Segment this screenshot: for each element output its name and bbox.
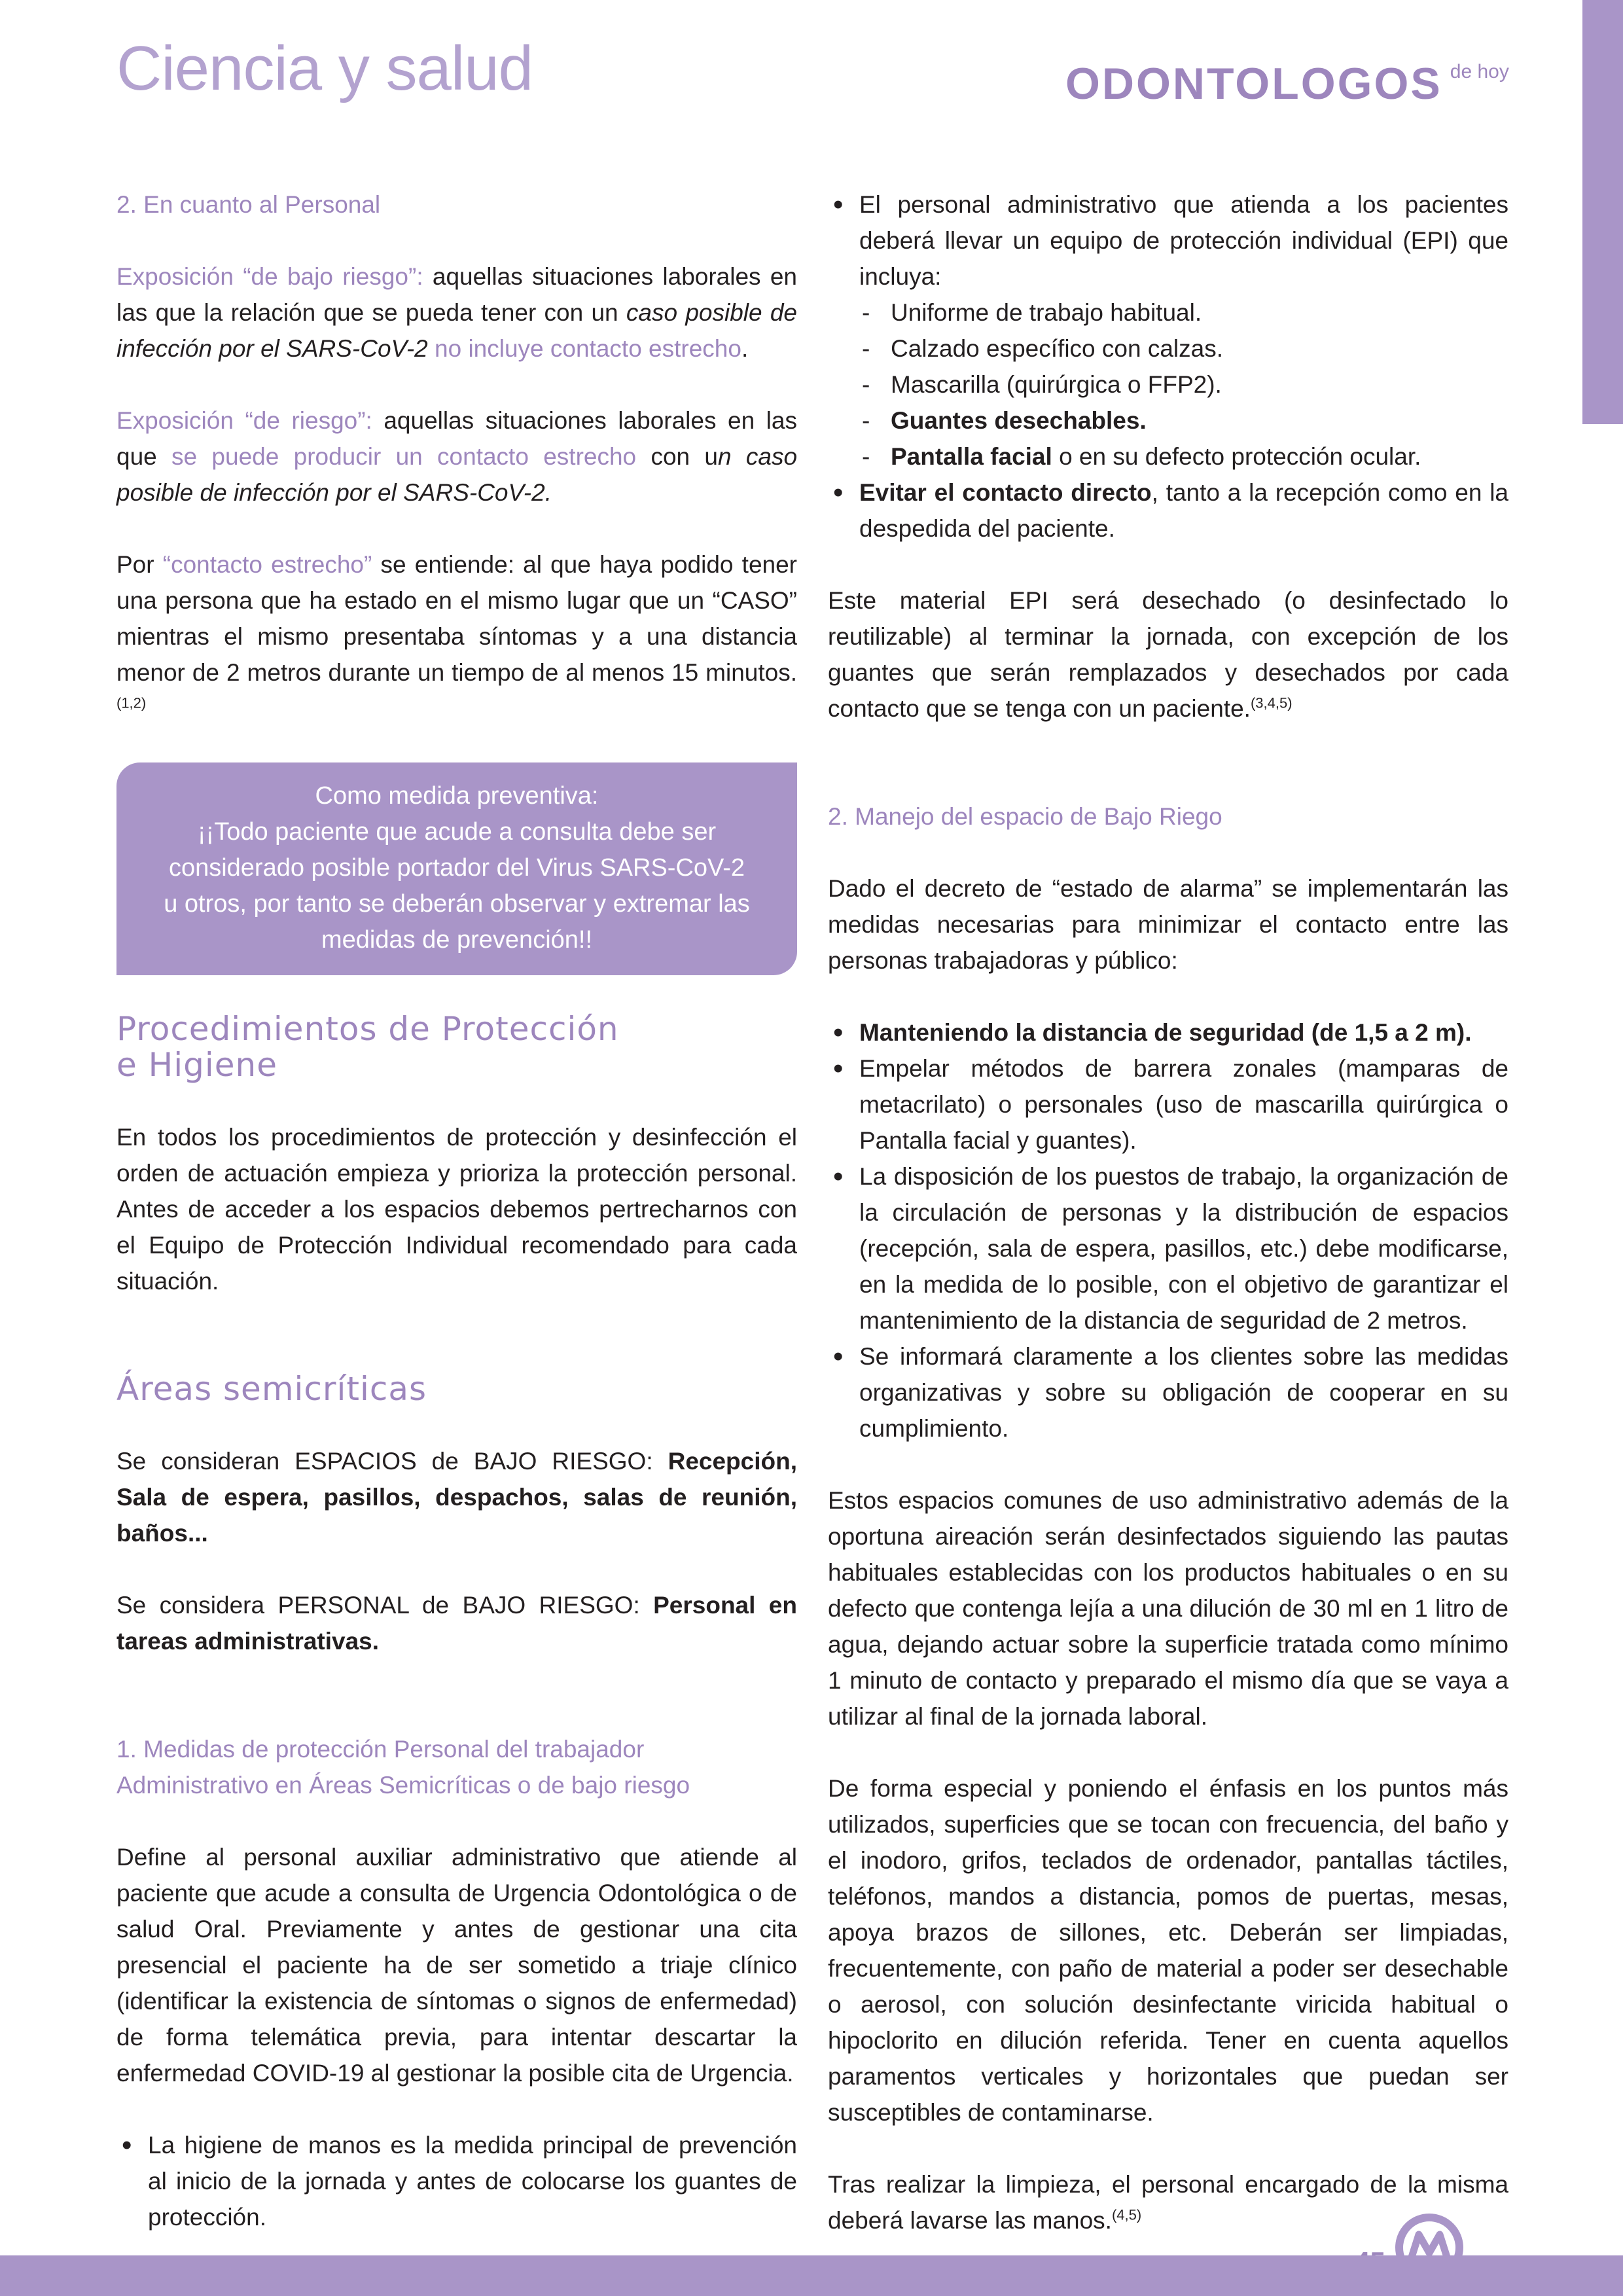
side-tab-decoration bbox=[1582, 0, 1623, 424]
list-item: - Uniforme de trabajo habitual. bbox=[859, 295, 1508, 331]
heading-manejo: 2. Manejo del espacio de Bajo Riego bbox=[828, 803, 1222, 830]
right-column bbox=[828, 187, 1508, 2274]
masthead-subtitle: de hoy bbox=[1450, 61, 1509, 82]
paragraph-material-epi: Este material EPI será desechado (o desinfectado lo reutilizable) al terminar la jornada, con excepción de los guantes que serán remplazados y desechados por cada contacto que se tenga con un paciente.$^{(3,4,5)}$ bbox=[828, 587, 1508, 722]
paragraph-contacto-estrecho: Por “contacto estrecho” se entiende: al que haya podido tener una persona que ha estado en el mismo lugar que un “CASO” mientras el mismo presentaba síntomas y a una distancia menor de 2 metros durante un tiempo de al menos 15 minutos.$^{(1,2)}$ bbox=[116, 551, 797, 711]
section-title: Ciencia y salud bbox=[116, 33, 533, 103]
paragraph-tras-limpieza: Tras realizar la limpieza, el personal encargado de la misma deberá lavarse las manos.$^{(4,5)}$ bbox=[828, 2171, 1508, 2234]
heading-personal: 2. En cuanto al Personal bbox=[116, 191, 381, 218]
list-item: • La disposición de los puestos de trabajo, la organización de la circulación de personas y la distribución de espacios (recepción, sala de espera, pasillos, etc.) debe modificarse, en la medida de lo posible, con el objetivo de garantizar el mantenimiento de la distancia de seguridad de 2 metros. bbox=[828, 1158, 1508, 1338]
citation-ref: (1,2) bbox=[116, 694, 147, 711]
term-bajo-riesgo: Exposición “de bajo riesgo”: bbox=[116, 263, 423, 290]
list-item: • Manteniendo la distancia de seguridad (de 1,5 a 2 m). bbox=[828, 1014, 1508, 1050]
paragraph-decreto: Dado el decreto de “estado de alarma” se implementarán las medidas necesarias para minimizar el contacto entre las personas trabajadoras y público: bbox=[828, 875, 1508, 974]
paragraph-forma-especial: De forma especial y poniendo el énfasis en los puntos más utilizados, superficies que se tocan con frecuencia, del baño y el inodoro, grifos, teclados de ordenador, pantallas táctiles, teléfonos, mandos a distancia, pomos de puertas, mesas, apoya brazos de sillones, etc. Deberán ser limpiadas, frecuentemente, con paño de material a poder ser desechable o aerosol, con solución desinfectante viricida habitual o hipoclorito en dilución referida. Tener en cuenta aquellos paramentos verticales y horizontales que puedan ser susceptibles de contaminarse. bbox=[828, 1775, 1508, 2126]
paragraph-define: Define al personal auxiliar administrativo que atiende al paciente que acude a consulta de Urgencia Odontológica o de salud Oral. Previamente y antes de gestionar una cita presencial el paciente ha de ser sometido a triaje clínico (identificar la existencia de síntomas o signos de enfermedad) de forma telemática previa, para intentar descartar la enfermedad COVID-19 al gestionar la posible cita de Urgencia. bbox=[116, 1844, 797, 2087]
bullet-list-epi bbox=[828, 187, 1508, 547]
paragraph-espacios-comunes: Estos espacios comunes de uso administrativo además de la oportuna aireación serán desinfectados siguiendo las pautas habituales establecidas con los productos habituales o en su defecto que contenga lejía a una dilución de 30 ml en 1 litro de agua, dejando actuar sobre la superficie tratada como mínimo 1 minuto de contacto y preparado el mismo día que se vaya a utilizar al final de la jornada laboral. bbox=[828, 1487, 1508, 1730]
paragraph-procedimientos: En todos los procedimientos de protección y desinfección el orden de actuación empieza y prioriza la protección personal. Antes de acceder a los espacios debemos pertrecharnos con el Equipo de Protección Individual recomendado para cada situación. bbox=[116, 1124, 797, 1295]
paragraph-bajo-riesgo: Exposición “de bajo riesgo”: aquellas situaciones laborales en las que la relación que se pueda tener con un caso posible de infección por el SARS-CoV-2 no incluye contacto estrecho. bbox=[116, 263, 797, 362]
citation-ref: (4,5) bbox=[1111, 2206, 1142, 2223]
heading-medidas: 1. Medidas de protección Personal del trabajador Administrativo en Áreas Semicríticas o de bajo riesgo bbox=[116, 1736, 690, 1799]
bullet-list-higiene bbox=[116, 2127, 797, 2235]
masthead-wordmark: ODONTOLOGOS bbox=[1065, 59, 1442, 109]
list-item: • Evitar el contacto directo, tanto a la recepción como en la despedida del paciente. bbox=[828, 475, 1508, 547]
list-item: - Mascarilla (quirúrgica o FFP2). bbox=[859, 367, 1508, 403]
term-contacto-estrecho: “contacto estrecho” bbox=[162, 551, 372, 578]
list-item: - Calzado específico con calzas. bbox=[859, 331, 1508, 367]
footer-bar bbox=[0, 2255, 1623, 2296]
list-item: • La higiene de manos es la medida principal de prevención al inicio de la jornada y antes de colocarse los guantes de protección. bbox=[116, 2127, 797, 2235]
left-column bbox=[116, 187, 797, 2271]
masthead-logo bbox=[1065, 58, 1509, 117]
bullet-list-medidas bbox=[828, 1014, 1508, 1446]
citation-ref: (3,4,5) bbox=[1250, 694, 1293, 711]
paragraph-espacios: Se consideran ESPACIOS de BAJO RIESGO: Recepción, Sala de espera, pasillos, despachos, salas de reunión, baños... bbox=[116, 1448, 797, 1547]
list-item: • El personal administrativo que atienda a los pacientes deberá llevar un equipo de protección individual (EPI) que incluya: - Uniforme de trabajo habitual. - Calzado específico con calzas. - Mascarilla (quirúrgica o FFP2). - Guantes desechables. - Pantalla facial o en su defecto protección ocular. bbox=[828, 187, 1508, 475]
list-item: • Se informará claramente a los clientes sobre las medidas organizativas y sobre su obligación de cooperar en su cumplimiento. bbox=[828, 1338, 1508, 1446]
list-item: - Guantes desechables. bbox=[859, 403, 1508, 439]
list-item: • Empelar métodos de barrera zonales (mamparas de metacrilato) o personales (uso de mascarilla quirúrgica o Pantalla facial y guantes). bbox=[828, 1050, 1508, 1158]
list-item: - Pantalla facial o en su defecto protección ocular. bbox=[859, 439, 1508, 475]
callout-box: Como medida preventiva: ¡¡Todo paciente que acude a consulta debe ser considerado posible portador del Virus SARS-CoV-2 u otros, por tanto se deberán observar y extremar las medidas de prevención!! bbox=[116, 762, 797, 975]
dash-list bbox=[859, 295, 1508, 475]
paragraph-personal-bajo-riesgo: Se considera PERSONAL de BAJO RIESGO: Personal en tareas administrativas. bbox=[116, 1592, 797, 1655]
term-riesgo: Exposición “de riesgo”: bbox=[116, 407, 372, 434]
heading-areas-semicriticas: Áreas semicríticas bbox=[116, 1370, 427, 1408]
heading-procedimientos: Procedimientos de Protección e Higiene bbox=[116, 1010, 619, 1084]
paragraph-riesgo: Exposición “de riesgo”: aquellas situaciones laborales en las que se puede producir un contacto estrecho con un caso posible de infección por el SARS-CoV-2. bbox=[116, 407, 798, 506]
